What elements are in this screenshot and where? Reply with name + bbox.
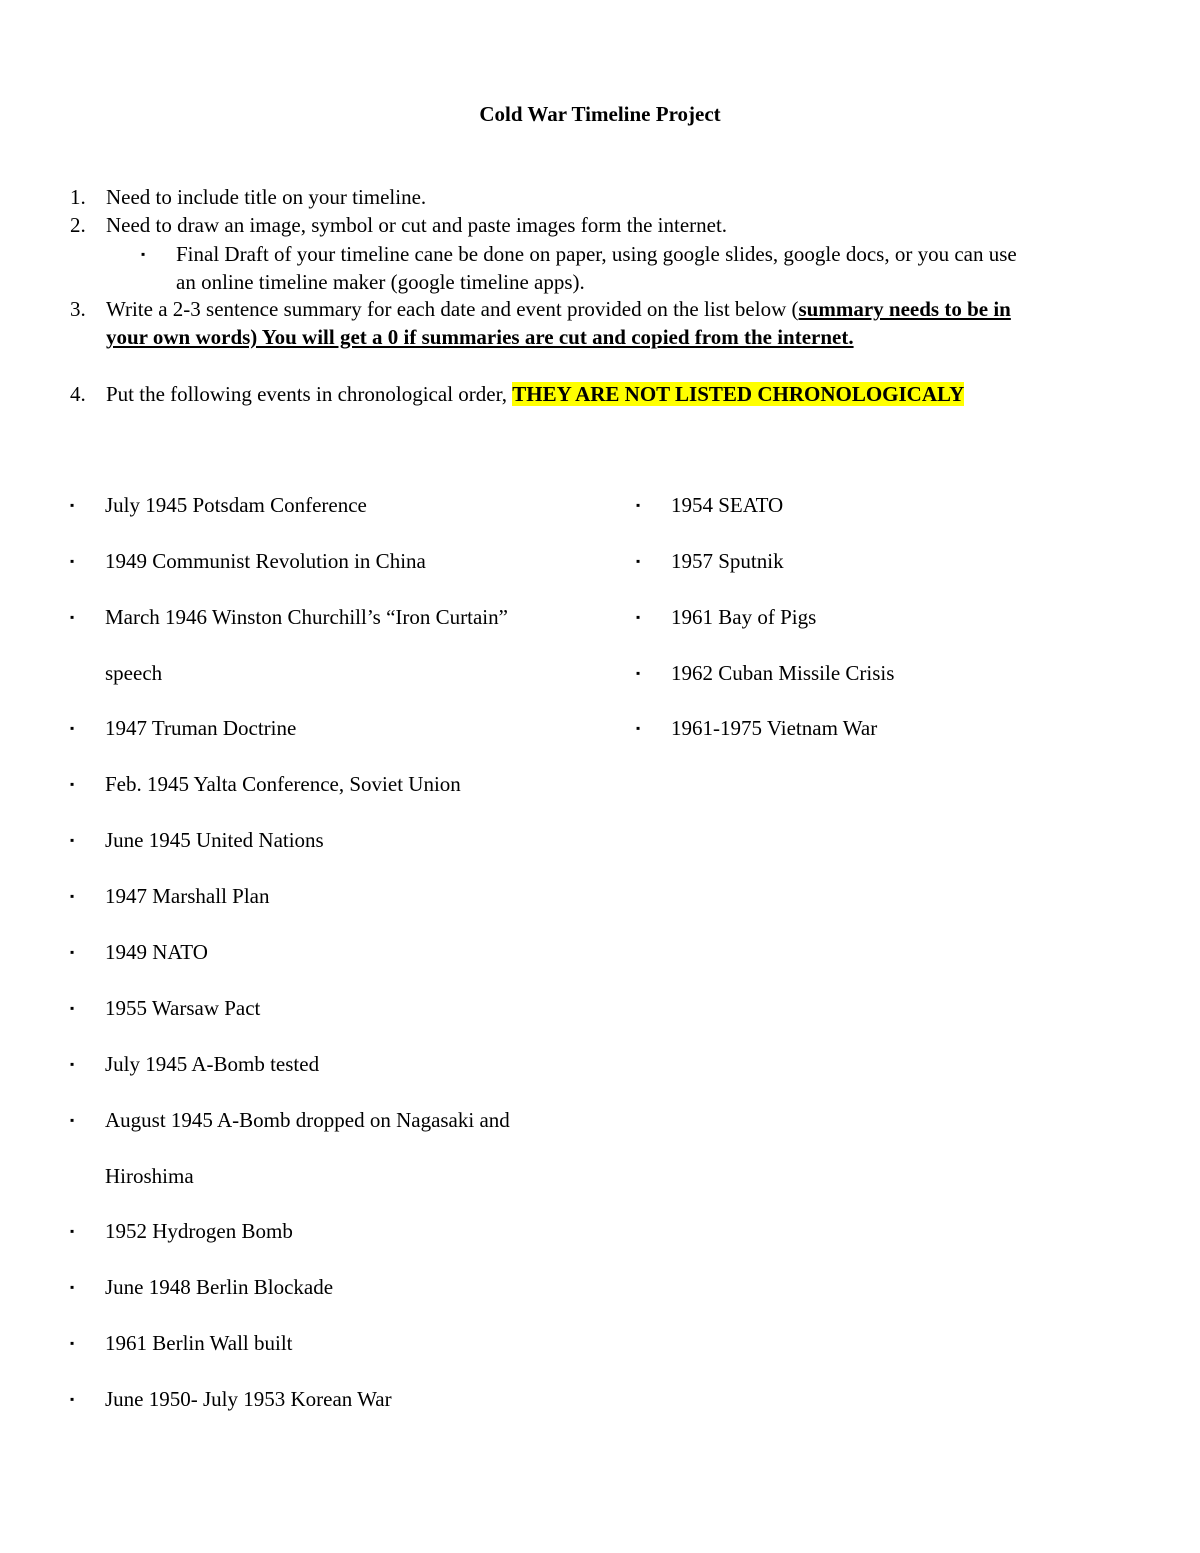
bullet-icon: ▪ (636, 498, 641, 512)
bullet-icon: ▪ (70, 1057, 75, 1071)
event-text: 1961 Berlin Wall built (105, 1331, 293, 1355)
event-text: Hiroshima (105, 1164, 194, 1188)
bullet-icon: ▪ (70, 889, 75, 903)
bullet-icon: ▪ (70, 1001, 75, 1015)
highlighted-warning: THEY ARE NOT LISTED CHRONOLOGICALY (512, 382, 965, 406)
event-text: August 1945 A-Bomb dropped on Nagasaki and (105, 1108, 510, 1132)
instruction-text: Need to include title on your timeline. (106, 185, 427, 209)
bullet-icon: ▪ (636, 666, 641, 680)
instruction-3-text: Write a 2-3 sentence summary for each date and event provided on the list below ( (106, 297, 799, 321)
event-text: 1957 Sputnik (671, 549, 784, 573)
instruction-number: 2. (70, 213, 86, 237)
event-text: 1955 Warsaw Pact (105, 996, 261, 1020)
instruction-4-text: Put the following events in chronological order, (106, 382, 513, 406)
event-text: 1947 Marshall Plan (105, 884, 270, 908)
bullet-icon: ▪ (70, 1392, 75, 1406)
event-text: 1947 Truman Doctrine (105, 716, 297, 740)
bullet-icon: ▪ (636, 721, 641, 735)
instruction-3-emphasis-2: your own words) You will get a 0 if summaries are cut and copied from the internet. (106, 325, 854, 349)
sub-bullet-line-1: Final Draft of your timeline cane be done on paper, using google slides, google docs, or you can use (176, 242, 1017, 266)
instruction-number: 4. (70, 382, 86, 406)
event-text: June 1950- July 1953 Korean War (105, 1387, 392, 1411)
bullet-icon: ▪ (70, 777, 75, 791)
sub-bullet-text (176, 240, 1131, 296)
event-text: March 1946 Winston Churchill’s “Iron Curtain” (105, 605, 508, 629)
bullet-icon: ▪ (70, 721, 75, 735)
instruction-text: Need to draw an image, symbol or cut and paste images form the internet. (106, 213, 728, 237)
event-text: June 1945 United Nations (105, 828, 324, 852)
bullet-icon: ▪ (636, 610, 641, 624)
event-text: 1954 SEATO (671, 493, 784, 517)
event-text: 1962 Cuban Missile Crisis (671, 661, 895, 685)
instruction-text (106, 380, 1136, 408)
event-text: 1952 Hydrogen Bomb (105, 1219, 293, 1243)
bullet-icon: ▪ (70, 833, 75, 847)
event-text: 1961-1975 Vietnam War (671, 716, 878, 740)
event-text: 1949 NATO (105, 940, 208, 964)
bullet-icon: ▪ (70, 945, 75, 959)
instruction-number: 3. (70, 297, 86, 321)
bullet-icon: ▪ (70, 498, 75, 512)
bullet-icon: ▪ (70, 554, 75, 568)
event-text: July 1945 Potsdam Conference (105, 493, 367, 517)
sub-bullet-line-2: an online timeline maker (google timeline apps). (176, 270, 585, 294)
event-text: Feb. 1945 Yalta Conference, Soviet Union (105, 772, 461, 796)
event-text: speech (105, 661, 163, 685)
bullet-icon: ▪ (70, 1336, 75, 1350)
event-text: 1949 Communist Revolution in China (105, 549, 426, 573)
instruction-3-emphasis-1: summary needs to be in (798, 297, 1011, 321)
bullet-icon: ▪ (70, 1224, 75, 1238)
bullet-icon: ▪ (70, 610, 75, 624)
event-text: 1961 Bay of Pigs (671, 605, 817, 629)
instruction-number: 1. (70, 185, 86, 209)
bullet-icon: ▪ (636, 554, 641, 568)
instruction-text (106, 295, 1136, 351)
bullet-icon: ▪ (70, 1113, 75, 1127)
event-text: July 1945 A-Bomb tested (105, 1052, 320, 1076)
bullet-icon: ▪ (70, 1280, 75, 1294)
bullet-icon: ▪ (141, 247, 146, 261)
page-title: Cold War Timeline Project (479, 102, 721, 126)
event-text: June 1948 Berlin Blockade (105, 1275, 334, 1299)
